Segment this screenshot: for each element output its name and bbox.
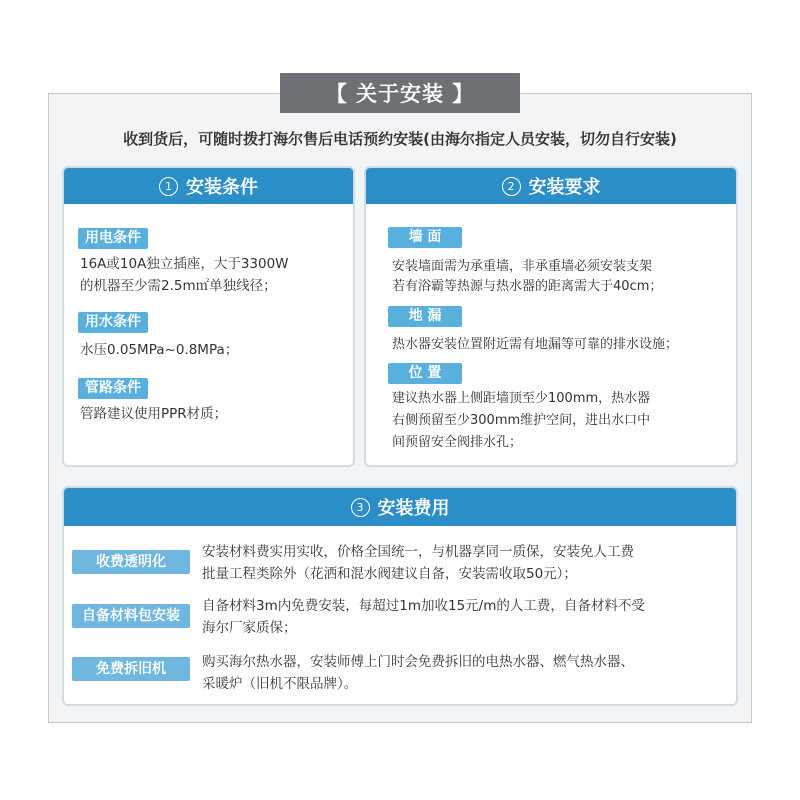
section-number-badge: 2 [502, 177, 521, 196]
section-title: 安装费用 [377, 498, 450, 519]
tag-own-materials: 自备材料包安装 [72, 604, 190, 628]
panel-header [366, 168, 736, 204]
section-title: 安装要求 [528, 177, 601, 198]
tag-wall: 墙 面 [388, 227, 462, 248]
text-pipe: 管路建议使用PPR材质； [80, 406, 228, 422]
text-fees-line1: 安装材料费实用实收，价格全国统一，与机器享同一质保，安装免人工费 [202, 544, 634, 560]
tag-floor-drain: 地 漏 [388, 306, 462, 327]
tag-transparent-fees: 收费透明化 [72, 550, 190, 574]
tag-water: 用水条件 [78, 312, 148, 333]
text-removal-line1: 购买海尔热水器，安装师傅上门时会免费拆旧的电热水器、燃气热水器、 [202, 654, 634, 670]
text-position-line1: 建议热水器上侧距墙顶至少100mm，热水器 [392, 391, 651, 406]
install-notice: 收到货后，可随时拨打海尔售后电话预约安装(由海尔指定人员安装，切勿自行安装) [123, 130, 677, 148]
tag-pipe: 管路条件 [78, 378, 148, 399]
text-materials-line1: 自备材料3m内免费安装，每超过1m加收15元/m的人工费，自备材料不受 [202, 598, 645, 614]
text-materials-line2: 海尔厂家质保； [202, 620, 297, 636]
section-number-badge: 3 [351, 498, 370, 517]
panel-install-requirements [364, 166, 738, 467]
page-title: 【 关于安装 】 [280, 73, 520, 113]
panel-header [64, 168, 353, 204]
text-power-line1: 16A或10A独立插座，大于3300W [80, 256, 289, 272]
text-water: 水压0.05MPa~0.8MPa； [80, 342, 239, 358]
text-position-line2: 右侧预留至少300mm维护空间，进出水口中 [392, 413, 651, 428]
section-number-badge: 1 [159, 177, 178, 196]
text-removal-line2: 采暖炉（旧机不限品牌）。 [202, 676, 358, 692]
text-position-line3: 间预留安全阀排水孔； [392, 435, 523, 450]
tag-free-removal: 免费拆旧机 [72, 657, 190, 681]
text-wall-line2: 若有浴霸等热源与热水器的距离需大于40cm； [392, 279, 663, 294]
tag-position: 位 置 [388, 363, 462, 384]
tag-power: 用电条件 [78, 228, 148, 249]
panel-header [64, 488, 736, 526]
text-fees-line2: 批量工程类除外（花洒和混水阀建议自备，安装需收取50元）； [202, 566, 577, 582]
text-wall-line1: 安装墙面需为承重墙，非承重墙必须安装支架 [392, 259, 653, 274]
section-title: 安装条件 [186, 177, 258, 198]
text-power-line2: 的机器至少需2.5m㎡单独线径； [80, 278, 277, 294]
panel-install-fees [62, 486, 738, 706]
panel-install-conditions [62, 166, 355, 467]
text-floor-drain: 热水器安装位置附近需有地漏等可靠的排水设施； [392, 337, 679, 352]
